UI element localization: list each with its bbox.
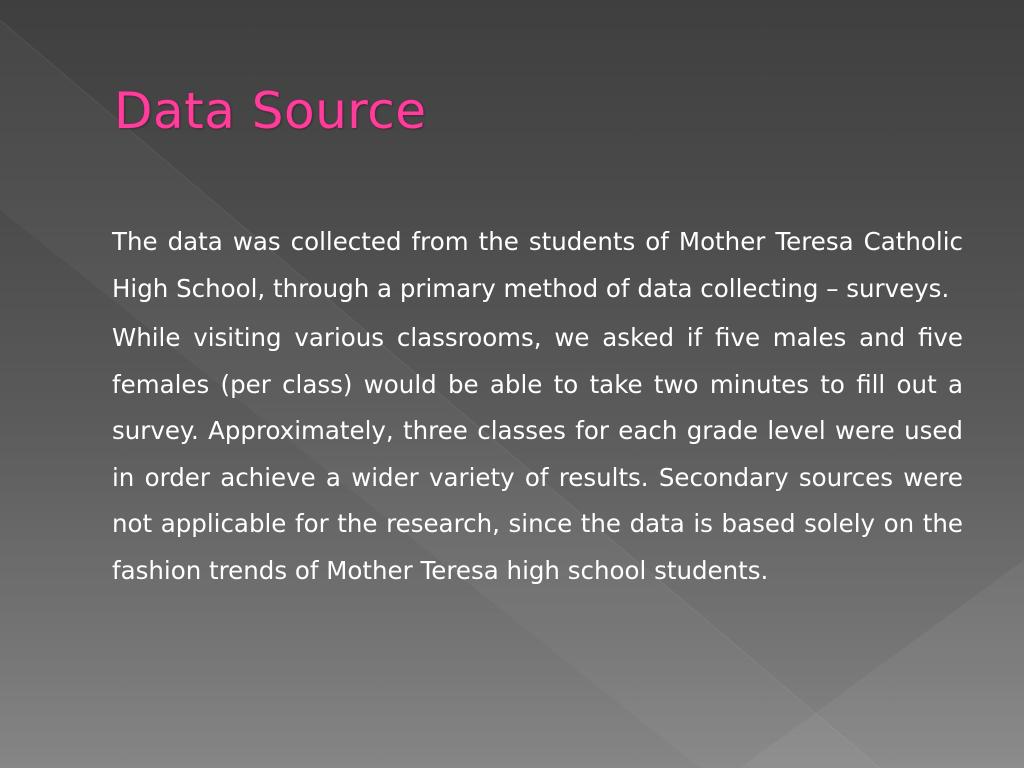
body-paragraph: While visiting various classrooms, we asked if five males and five females (per class) would be able to take two minutes to fill out a survey. Approximately, three classes for each grade level were used in order achieve a wider variety of results. Secondary sources were not applicable for the research, since the data is based solely on the fashion trends of Mother Teresa high school students. [112, 323, 963, 585]
body-paragraph: The data was collected from the students of Mother Teresa Catholic High School, through a primary method of data collecting – surveys. [112, 227, 963, 303]
slide-body [112, 219, 963, 596]
slide-title: Data Source [114, 82, 427, 140]
